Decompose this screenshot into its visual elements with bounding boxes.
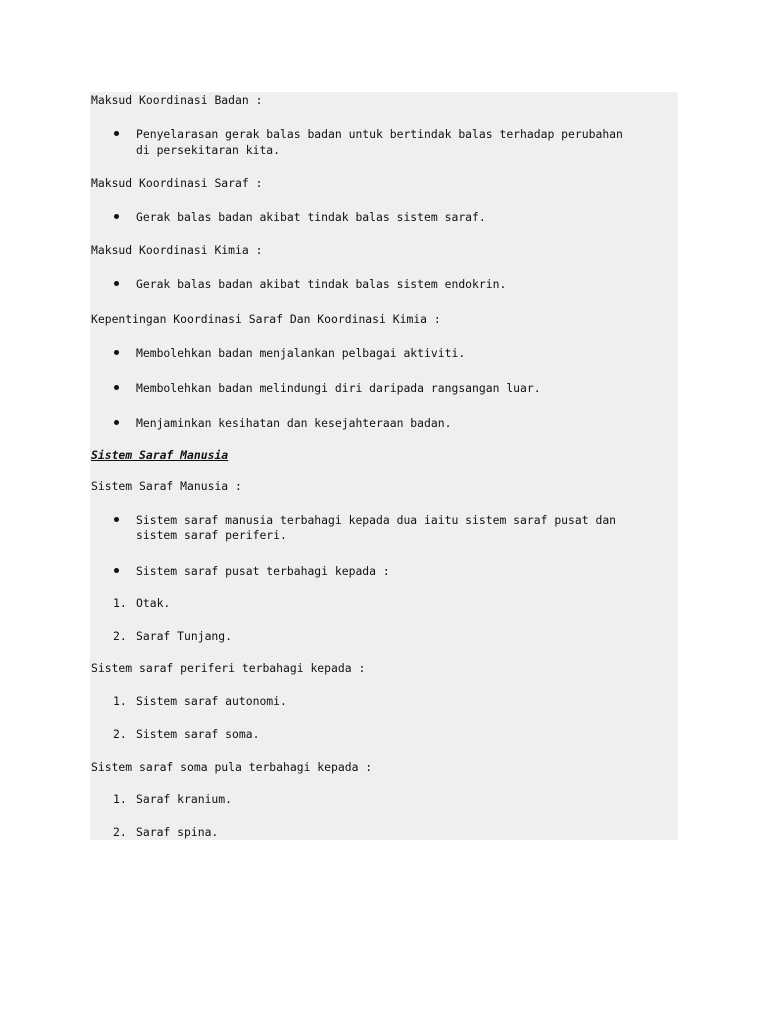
numbered-item: Saraf spina.	[136, 825, 219, 839]
list-item: Gerak balas badan akibat tindak balas sistem saraf.	[136, 210, 486, 224]
list-number: 1.	[113, 596, 127, 610]
list-number: 1.	[113, 792, 127, 806]
bullet-icon	[114, 350, 119, 355]
list-number: 2.	[113, 727, 127, 741]
bullet-icon	[114, 131, 119, 136]
section-title-soma: Sistem saraf soma pula terbahagi kepada :	[91, 760, 373, 774]
list-item: Membolehkan badan melindungi diri daripada rangsangan luar.	[136, 381, 541, 395]
bullet-icon	[114, 420, 119, 425]
section-title-sistem-saraf: Sistem Saraf Manusia :	[91, 479, 242, 493]
bullet-icon	[114, 214, 119, 219]
numbered-item: Sistem saraf autonomi.	[136, 694, 287, 708]
list-item: Membolehkan badan menjalankan pelbagai aktiviti.	[136, 346, 466, 360]
list-number: 2.	[113, 629, 127, 643]
numbered-item: Sistem saraf soma.	[136, 727, 260, 741]
section-title-koordinasi-badan: Maksud Koordinasi Badan :	[91, 93, 263, 107]
list-item: Gerak balas badan akibat tindak balas sistem endokrin.	[136, 277, 507, 291]
list-number: 2.	[113, 825, 127, 839]
list-item: Sistem saraf manusia terbahagi kepada dua iaitu sistem saraf pusat dan	[136, 513, 617, 527]
section-heading-sistem-saraf: Sistem Saraf Manusia	[91, 448, 229, 462]
bullet-icon	[114, 517, 119, 522]
list-item: Penyelarasan gerak balas badan untuk bertindak balas terhadap perubahan	[136, 127, 623, 141]
list-item: Menjaminkan kesihatan dan kesejahteraan badan.	[136, 416, 452, 430]
numbered-item: Saraf kranium.	[136, 792, 233, 806]
bullet-icon	[114, 385, 119, 390]
section-title-koordinasi-kimia: Maksud Koordinasi Kimia :	[91, 243, 263, 257]
list-item: Sistem saraf pusat terbahagi kepada :	[136, 564, 390, 578]
section-title-koordinasi-saraf: Maksud Koordinasi Saraf :	[91, 176, 263, 190]
list-item-continuation: di persekitaran kita.	[136, 143, 281, 157]
section-title-periferi: Sistem saraf periferi terbahagi kepada :	[91, 661, 366, 675]
numbered-item: Saraf Tunjang.	[136, 629, 233, 643]
section-title-kepentingan: Kepentingan Koordinasi Saraf Dan Koordinasi Kimia :	[91, 312, 441, 326]
numbered-item: Otak.	[136, 596, 171, 610]
list-number: 1.	[113, 694, 127, 708]
bullet-icon	[114, 281, 119, 286]
bullet-icon	[114, 568, 119, 573]
list-item-continuation: sistem saraf periferi.	[136, 528, 287, 542]
